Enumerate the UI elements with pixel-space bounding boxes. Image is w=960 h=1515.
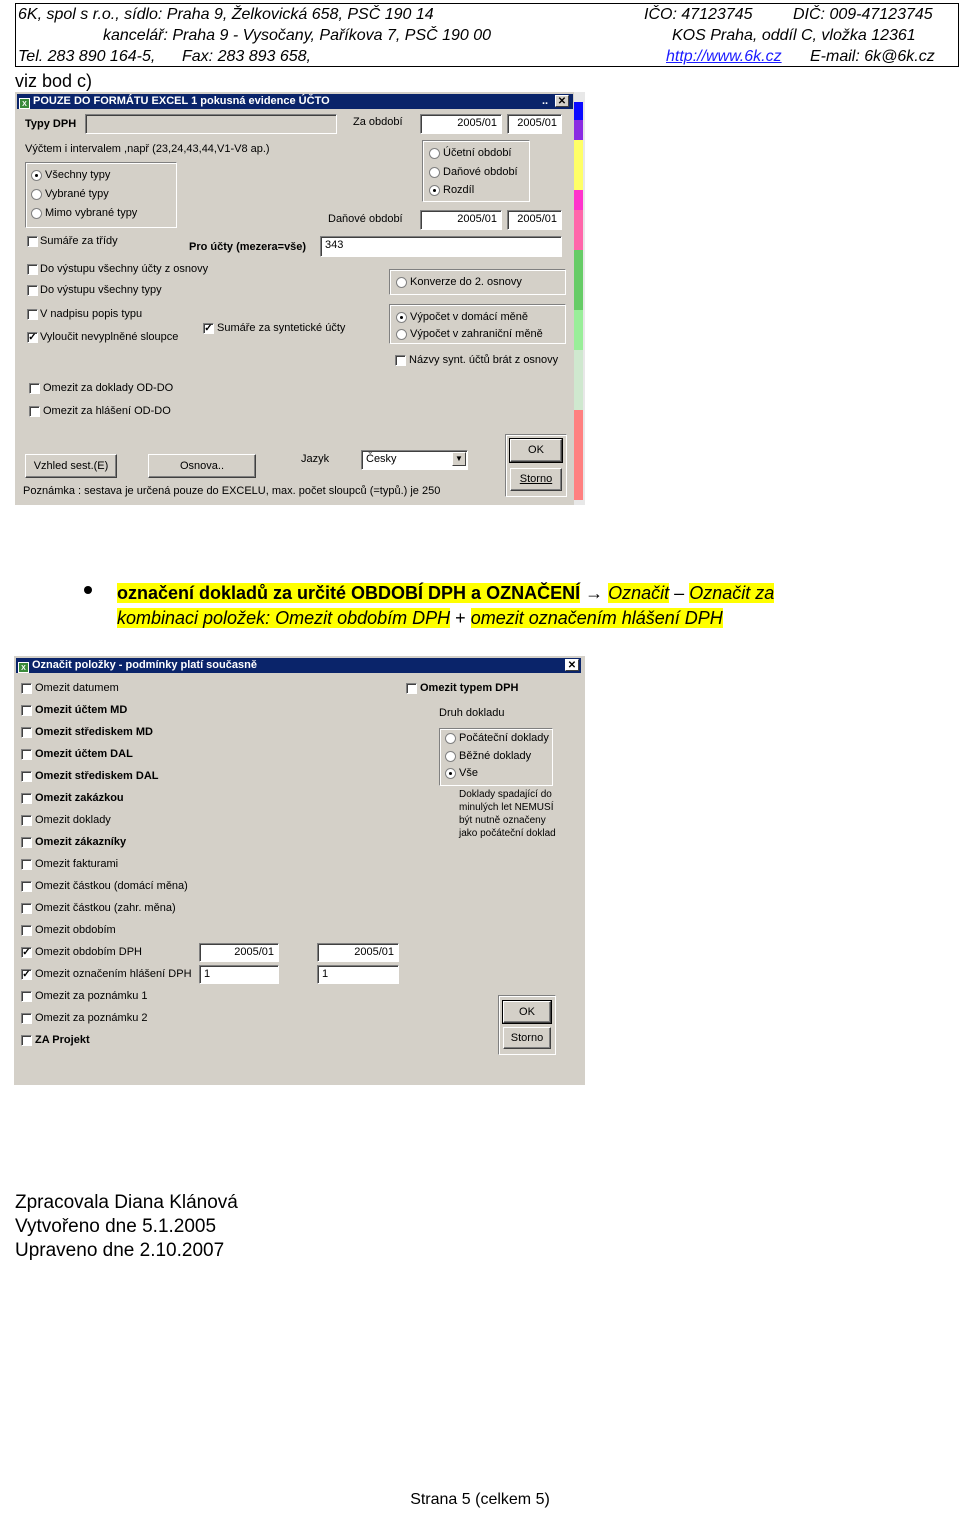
bullet-line-2 — [117, 606, 723, 631]
office-address: kancelář: Praha 9 - Vysočany, Paříkova 7, PSČ 190 00 — [103, 27, 492, 44]
close-icon[interactable]: ✕ — [555, 95, 569, 107]
ok-button[interactable]: OK — [510, 439, 562, 462]
condition-label: Omezit střediskem MD — [35, 726, 153, 738]
condition-label: Omezit obdobím DPH — [35, 946, 142, 958]
danove-obdobi-from[interactable]: 2005/01 — [420, 210, 502, 230]
radio-zahranicni-mena[interactable] — [396, 329, 407, 340]
obdobi-dph-from[interactable]: 2005/01 — [199, 943, 279, 962]
storno-button-2[interactable]: Storno — [503, 1027, 551, 1049]
close-icon[interactable]: ✕ — [565, 659, 579, 671]
chk-omezit-typem[interactable] — [406, 683, 417, 694]
note-line-2: minulých let NEMUSÍ — [459, 802, 554, 813]
condition-label: Omezit zakázkou — [35, 792, 124, 804]
dialog2-title-bar — [16, 658, 581, 673]
chk-omezit-hlaseni-label: Omezit za hlášení OD-DO — [43, 405, 171, 417]
company-address: 6K, spol s r.o., sídlo: Praha 9, Želkovická 658, PSČ 190 14 — [18, 6, 434, 23]
bullet-dot — [84, 586, 92, 594]
condition-label: Omezit za poznámku 1 — [35, 990, 148, 1002]
letterhead-line-2 — [16, 25, 958, 46]
bullet-dash: – — [674, 583, 685, 603]
radio-all-types[interactable] — [31, 170, 42, 181]
strip-pink — [574, 190, 583, 210]
chk-sumy-tridy-label: Sumáře za třídy — [40, 235, 118, 247]
condition-label: Omezit částkou (domácí měna) — [35, 880, 188, 892]
condition-label: Omezit účtem DAL — [35, 748, 133, 760]
registry: KOS Praha, oddíl C, vložka 12361 — [672, 27, 916, 44]
radio-rozdil[interactable] — [429, 185, 440, 196]
radio-danove-obdobi[interactable] — [429, 167, 440, 178]
radio-bezne[interactable] — [445, 751, 456, 762]
radio-selected-types-label: Vybrané typy — [45, 188, 109, 200]
email: E-mail: 6k@6k.cz — [810, 48, 935, 65]
danove-obdobi-to[interactable]: 2005/01 — [507, 210, 562, 230]
radio-konverze[interactable] — [396, 277, 407, 288]
section-label: viz bod c) — [15, 71, 93, 91]
condition-label: Omezit označením hlášení DPH — [35, 968, 192, 980]
page-number: Strana 5 (celkem 5) — [410, 1491, 550, 1508]
chk-vystup-typy[interactable] — [27, 285, 38, 296]
radio-vse[interactable] — [445, 768, 456, 779]
omezit-obdobim-text: : Omezit obdobím DPH — [265, 608, 451, 628]
radio-pocatecni-label: Počáteční doklady — [459, 732, 549, 744]
chk-sumy-synt[interactable]: ✓ — [204, 323, 213, 334]
app-icon: X — [18, 662, 29, 673]
created-line: Vytvořeno dne 5.1.2005 — [15, 1216, 217, 1237]
strip-red — [574, 410, 583, 500]
enum-hint: Výčtem i intervalem ,např (23,24,43,44,V1-V8 ap.) — [25, 143, 270, 155]
hlaseni-to[interactable]: 1 — [317, 965, 399, 984]
excel-export-dialog — [15, 92, 585, 505]
letterhead-line-1 — [16, 4, 958, 25]
condition-checkbox[interactable] — [21, 925, 32, 936]
condition-label: Omezit obdobím — [35, 924, 116, 936]
chk-sumy-tridy[interactable] — [27, 236, 38, 247]
note-line-3: být nutně označeny — [459, 815, 546, 826]
condition-checkbox[interactable] — [21, 705, 32, 716]
color-strip — [574, 92, 585, 505]
condition-label: Omezit částkou (zahr. měna) — [35, 902, 176, 914]
chk-omezit-typem-label: Omezit typem DPH — [420, 682, 519, 694]
condition-label: Omezit doklady — [35, 814, 111, 826]
strip-rose — [574, 210, 583, 250]
condition-checkbox[interactable] — [21, 837, 32, 848]
title-dots: .. — [542, 95, 549, 107]
condition-label: Omezit účtem MD — [35, 704, 128, 716]
condition-label: Omezit fakturami — [35, 858, 119, 870]
jazyk-select[interactable] — [361, 450, 468, 470]
note-line-4: jako počáteční doklad — [459, 828, 556, 839]
radio-ucetni-obdobi[interactable] — [429, 148, 440, 159]
condition-checkbox[interactable] — [21, 903, 32, 914]
condition-checkbox[interactable] — [21, 1035, 32, 1046]
poznamka: Poznámka : sestava je určená pouze do EXCELU, max. počet sloupců (=typů.) je 250 — [23, 485, 441, 497]
druh-dokladu-label: Druh dokladu — [439, 707, 505, 719]
strip-pale — [574, 350, 583, 410]
condition-checkbox[interactable] — [21, 1013, 32, 1024]
chk-sumy-synt-label: Sumáře za syntetické účty — [217, 322, 346, 334]
updated-line: Upraveno dne 2.10.2007 — [15, 1240, 225, 1261]
za-obdobi-from[interactable]: 2005/01 — [420, 114, 502, 134]
fax: Fax: 283 893 658, — [182, 48, 311, 65]
strip-green — [574, 250, 583, 310]
condition-checkbox[interactable]: ✓ — [22, 947, 31, 958]
radio-konverze-label: Konverze do 2. osnovy — [410, 276, 522, 288]
radio-domaci-mena[interactable] — [396, 312, 407, 323]
danove-obdobi-label: Daňové období — [328, 213, 403, 225]
chk-omezit-doklady[interactable] — [29, 383, 40, 394]
phone: Tel. 283 890 164-5, — [18, 48, 156, 65]
types-field[interactable] — [85, 114, 337, 134]
bullet-line-1 — [117, 581, 774, 606]
condition-label: Omezit datumem — [35, 682, 119, 694]
condition-checkbox[interactable] — [21, 815, 32, 826]
pro-ucty-field[interactable]: 343 — [320, 236, 562, 257]
vzhled-button[interactable]: Vzhled sest.(E) — [25, 454, 117, 478]
condition-checkbox[interactable] — [21, 991, 32, 1002]
radio-vse-label: Vše — [459, 767, 478, 779]
oznacit-polozky-dialog — [14, 656, 585, 1085]
letterhead — [15, 3, 959, 67]
kombinaci-text: kombinaci položek — [117, 608, 266, 628]
strip-purple — [574, 120, 583, 140]
condition-checkbox[interactable] — [21, 793, 32, 804]
note-line-1: Doklady spadající do — [459, 789, 552, 800]
condition-checkbox[interactable] — [21, 859, 32, 870]
oznacit-2: Označit za — [689, 583, 775, 603]
condition-label: ZA Projekt — [35, 1034, 90, 1046]
excel-icon: X — [19, 98, 30, 109]
chk-nazvy-synt[interactable] — [395, 355, 406, 366]
chk-vystup-ucty[interactable] — [27, 264, 38, 275]
oznacit-1: Označit — [608, 583, 670, 603]
condition-label: Omezit za poznámku 2 — [35, 1012, 148, 1024]
jazyk-value: Česky — [366, 453, 397, 465]
chk-nadpis-popis-label: V nadpisu popis typu — [40, 308, 143, 320]
radio-ucetni-obdobi-label: Účetní období — [443, 147, 512, 159]
osnova-button[interactable]: Osnova.. — [148, 454, 256, 478]
chk-omezit-doklady-label: Omezit za doklady OD-DO — [43, 382, 174, 394]
storno-button[interactable]: Storno — [510, 468, 562, 491]
chk-vyloucit-label: Vyloučit nevyplněné sloupce — [40, 331, 179, 343]
strip-lightgreen — [574, 310, 583, 350]
arrow-icon: → — [585, 583, 604, 603]
dialog-title-bar — [17, 94, 573, 109]
condition-checkbox[interactable]: ✓ — [22, 969, 31, 980]
strip-blue — [574, 102, 583, 120]
strip-yellow — [574, 140, 583, 190]
pro-ucty-label: Pro účty (mezera=vše) — [189, 241, 307, 253]
radio-rozdil-label: Rozdíl — [443, 184, 475, 196]
condition-label: Omezit zákazníky — [35, 836, 127, 848]
plus-sign: + — [455, 608, 466, 628]
radio-zahranicni-mena-label: Výpočet v zahraniční měně — [410, 328, 543, 340]
za-obdobi-to[interactable]: 2005/01 — [507, 114, 562, 134]
bullet-bold-text: označení dokladů za určité OBDOBÍ DPH a OZNAČENÍ — [117, 583, 581, 603]
radio-danove-obdobi-label: Daňové období — [443, 166, 518, 178]
obdobi-dph-to[interactable]: 2005/01 — [317, 943, 399, 962]
radio-bezne-label: Běžné doklady — [459, 750, 532, 762]
omezit-oznacenim-text: omezit označením hlášení DPH — [470, 608, 723, 628]
chk-vyloucit[interactable]: ✓ — [28, 332, 37, 343]
ok-button-2[interactable]: OK — [503, 1001, 551, 1023]
types-label: Typy DPH — [25, 118, 77, 130]
chevron-down-icon[interactable]: ▼ — [452, 452, 466, 466]
chk-omezit-hlaseni[interactable] — [29, 406, 40, 417]
dialog-title: POUZE DO FORMÁTU EXCEL 1 pokusná evidence ÚČTO — [33, 95, 330, 107]
hlaseni-from[interactable]: 1 — [199, 965, 279, 984]
radio-selected-types[interactable] — [31, 189, 42, 200]
chk-vystup-ucty-label: Do výstupu všechny účty z osnovy — [40, 263, 209, 275]
za-obdobi-label: Za období — [353, 116, 403, 128]
radio-except-types[interactable] — [31, 208, 42, 219]
ico: IČO: 47123745 — [644, 6, 753, 23]
dic: DIČ: 009-47123745 — [793, 6, 933, 23]
letterhead-line-3 — [16, 46, 958, 67]
chk-vystup-typy-label: Do výstupu všechny typy — [40, 284, 162, 296]
radio-domaci-mena-label: Výpočet v domácí měně — [410, 311, 529, 323]
radio-pocatecni[interactable] — [445, 733, 456, 744]
condition-checkbox[interactable] — [21, 881, 32, 892]
dialog2-title: Označit položky - podmínky platí současně — [32, 659, 257, 671]
radio-except-types-label: Mimo vybrané typy — [45, 207, 138, 219]
radio-all-types-label: Všechny typy — [45, 169, 111, 181]
condition-checkbox[interactable] — [21, 749, 32, 760]
condition-checkbox[interactable] — [21, 771, 32, 782]
jazyk-label: Jazyk — [301, 453, 330, 465]
condition-checkbox[interactable] — [21, 727, 32, 738]
chk-nazvy-synt-label: Názvy synt. účtů brát z osnovy — [409, 354, 559, 366]
author-line: Zpracovala Diana Klánová — [15, 1192, 238, 1213]
condition-checkbox[interactable] — [21, 683, 32, 694]
chk-nadpis-popis[interactable] — [27, 309, 38, 320]
condition-label: Omezit střediskem DAL — [35, 770, 159, 782]
web-link[interactable]: http://www.6k.cz — [666, 48, 782, 65]
